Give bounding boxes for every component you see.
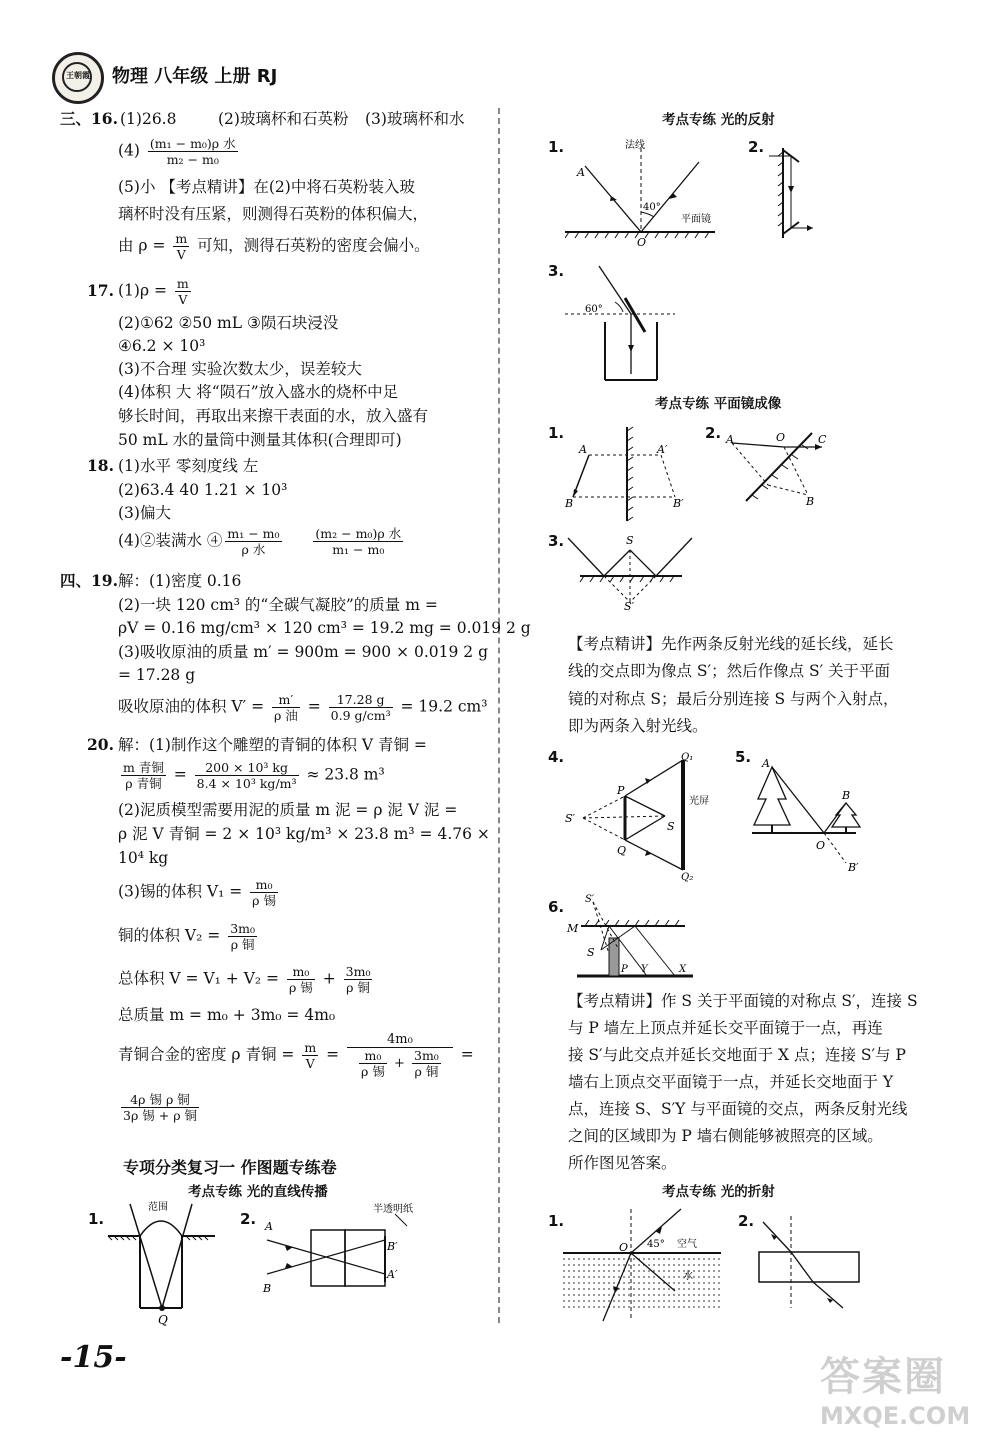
diagram-mirror-3	[560, 530, 700, 610]
q16-part2: (2)玻璃杯和石英粉	[218, 110, 349, 128]
point-a: A	[265, 1220, 273, 1233]
q17-part2: (2)①62 ②50 mL ③陨石块浸没	[118, 314, 339, 332]
point-x: X	[679, 964, 687, 975]
point-m: M	[567, 922, 579, 935]
q20-part1-formula: $\frac{\text{m 青铜}}{\text{ρ 青铜}}$ = $\frac{\text{200 × 10³ kg}}{\text{8.4 × 10³ kg/m³}}$ ≈ 23.8 m³	[123, 760, 385, 791]
q19-part3: (3)吸收原油的质量 m′ = 900m = 900 × 0.019 2 g	[118, 643, 489, 661]
translucent-paper-label: 半透明纸	[373, 1204, 413, 1215]
point-a-image: A′	[657, 443, 668, 456]
subsection-reflection: 考点专练 光的反射	[662, 112, 775, 128]
watermark-text: 答案圈	[820, 1354, 946, 1400]
q20-number: 20.	[87, 735, 114, 754]
mirror-q2-number: 2.	[705, 424, 722, 442]
note2-line6: 之间的区域即为 P 墙右侧能够被照亮的区域。	[568, 1127, 883, 1145]
point-o: O	[776, 431, 786, 444]
point-s: S	[626, 534, 634, 547]
note1-line1: 【考点精讲】先作两条反射光线的延长线，延长	[568, 635, 894, 653]
reflection-q3-number: 3.	[548, 262, 565, 280]
note2-line4: 墙右上顶点交平面镜于一点，并延长交地面于 Y	[568, 1073, 894, 1091]
point-y: Y	[641, 964, 648, 975]
point-b-image: B′	[673, 497, 684, 510]
diagram-mirror-1	[565, 425, 705, 525]
mirror-label: 平面镜	[681, 214, 711, 225]
point-a: A	[726, 433, 734, 446]
q17-part4-line3: 50 mL 水的量筒中测量其体积(合理即可)	[118, 431, 402, 449]
q18-part3: (3)偏大	[118, 504, 171, 522]
diagram-mirror-2	[722, 425, 852, 510]
diagram-straight-line-1	[100, 1200, 220, 1330]
screen-label: 光屏	[689, 796, 709, 807]
mirror-q3-number: 3.	[548, 532, 565, 550]
q16-part4: (4) $\frac{\text{(m₁ − m₀)ρ 水}}{\text{m₂ − m₀}}$	[118, 136, 236, 167]
q17-part4: (4)体积 大 将“陨石”放入盛水的烧杯中足	[118, 383, 399, 401]
q18-part4: (4)②装满水 ④ $\frac{\text{m₁ − m₀}}{\text{ρ 水}}$ $\frac{\text{(m₂ − m₀)ρ 水}}{\text{m₁ − m₀}}$	[118, 526, 402, 557]
note1-line2: 线的交点即为像点 S′；然后作像点 S′ 关于平面	[568, 662, 891, 680]
subsection-refraction: 考点专练 光的折射	[662, 1184, 775, 1200]
angle-45: 45°	[647, 1239, 665, 1250]
q17-number: 17.	[87, 281, 114, 300]
section-title: 专项分类复习一 作图题专练卷	[123, 1158, 337, 1177]
air-label: 空气	[677, 1239, 697, 1250]
reflection-q2-number: 2.	[748, 138, 765, 156]
q18-number: 18.	[87, 456, 114, 475]
reflection-q1-number: 1.	[548, 138, 565, 156]
note2-line1: 【考点精讲】作 S 关于平面镜的对称点 S′，连接 S	[568, 992, 918, 1010]
diagram-straight-line-2	[255, 1200, 445, 1300]
point-s: S	[667, 820, 675, 833]
q17-part3: (3)不合理 实验次数太少，误差较大	[118, 360, 362, 378]
q19-number: 四、19.	[60, 571, 118, 590]
q19-part1: 解：(1)密度 0.16	[118, 572, 242, 590]
point-s: S	[587, 946, 595, 959]
diagram-reflection-3	[565, 262, 685, 384]
q20-result: $\frac{\text{4ρ 锡 ρ 铜}}{\text{3ρ 锡 + ρ 铜}}$	[123, 1092, 198, 1123]
q19-part2: (2)一块 120 cm³ 的“全碳气凝胶”的质量 m =	[118, 596, 438, 614]
diagram-refraction-2	[755, 1212, 865, 1312]
header-title: 物理 八年级 上册 RJ	[112, 66, 278, 87]
point-s-image: S′	[565, 812, 576, 825]
note1-line3: 镜的对称点 S；最后分别连接 S 与两个入射点，	[568, 690, 899, 708]
q20-part3-total-mass: 总质量 m = m₀ + 3m₀ = 4m₀	[118, 1006, 336, 1024]
note2-line7: 所作图见答案。	[568, 1154, 677, 1172]
subsection-straight-line: 考点专练 光的直线传播	[188, 1184, 328, 1200]
diagram-refraction-1	[563, 1205, 723, 1325]
subsection-plane-mirror: 考点专练 平面镜成像	[655, 396, 782, 412]
q16-part3: (3)玻璃杯和水	[365, 110, 465, 128]
point-b: B	[565, 497, 574, 510]
logo-text: 王朝霞	[66, 70, 90, 80]
q20-part2: (2)泥质模型需要用泥的质量 m 泥 = ρ 泥 V 泥 =	[118, 801, 458, 819]
point-o: O	[637, 236, 647, 249]
angle-label: 40°	[643, 202, 661, 213]
point-o: O	[816, 839, 826, 852]
point-a: A	[762, 757, 770, 770]
watermark-url: MXQE.COM	[820, 1402, 971, 1430]
note1-line4: 即为两条入射光线。	[568, 717, 708, 735]
point-q: Q	[617, 844, 627, 857]
straight-line-q1-number: 1.	[88, 1210, 105, 1228]
point-b: B	[263, 1282, 272, 1295]
q16-number: 三、16.	[60, 109, 118, 128]
point-s-image: S′	[585, 894, 595, 905]
point-q2: Q₂	[681, 872, 694, 883]
refraction-q1-number: 1.	[548, 1212, 565, 1230]
q20-part3-tin: (3)锡的体积 V₁ = $\frac{\text{m₀}}{\text{ρ 锡}}$	[118, 877, 276, 908]
point-o: O	[619, 1241, 629, 1254]
point-b-image: B′	[848, 861, 859, 874]
point-s-image: S′	[624, 600, 635, 610]
q20-part2-line2: ρ 泥 V 青铜 = 2 × 10³ kg/m³ × 23.8 m³ = 4.76 ×	[118, 825, 490, 843]
normal-line-label: 法线	[625, 140, 645, 151]
diagram-reflection-2	[765, 138, 825, 248]
q18-part1: (1)水平 零刻度线 左	[118, 457, 259, 475]
diagram-mirror-6	[565, 892, 700, 984]
watermark	[820, 1345, 990, 1430]
q16-part5-line2: 璃杯时没有压紧，则测得石英粉的体积偏大，	[118, 205, 429, 223]
q19-part3-line2: = 17.28 g	[118, 666, 196, 684]
mirror-q4-number: 4.	[548, 748, 565, 766]
q16-part1: (1)26.8	[120, 110, 177, 128]
q20-part3-density: 青铜合金的密度 ρ 青铜 = $\frac{m}{V}$ = 4m₀ $\frac{\text{m₀}}{\text{ρ 锡}}$ + $\frac{\text{3m₀}}{\text{ρ 铜}}$ =	[118, 1032, 474, 1079]
q19-part3-volume: 吸收原油的体积 V′ = $\frac{m'}{\text{ρ 油}}$ = $\frac{17.28 g}{\text{0.9 g/cm³}}$ = 19.2 cm³	[118, 692, 488, 723]
q17-part4-line2: 够长时间，再取出来擦干表面的水，放入盛有	[118, 407, 429, 425]
page-number: -15-	[60, 1340, 127, 1375]
q17-part1: (1)ρ = $\frac{m}{V}$	[118, 276, 189, 307]
note2-line5: 点，连接 S、S′Y 与平面镜的交点，两条反射光线	[568, 1100, 908, 1118]
point-p: P	[621, 964, 628, 975]
note2-line3: 接 S′与此交点并延长交地面于 X 点；连接 S′与 P	[568, 1046, 906, 1064]
water-label: 水	[683, 1271, 693, 1282]
q20-part1: 解：(1)制作这个雕塑的青铜的体积 V 青铜 =	[118, 736, 427, 754]
q16-part5-line3: 由 ρ = $\frac{m}{V}$ 可知，测得石英粉的密度会偏小。	[118, 231, 430, 262]
range-label: 范围	[148, 1202, 168, 1213]
diagram-mirror-5	[752, 755, 882, 875]
column-divider	[498, 108, 500, 1323]
q20-part3-total-volume: 总体积 V = V₁ + V₂ = $\frac{\text{m₀}}{\text{ρ 锡}}$ + $\frac{\text{3m₀}}{\text{ρ 铜}}$	[118, 964, 371, 995]
point-q1: Q₁	[681, 752, 694, 763]
point-p: P	[617, 784, 625, 797]
straight-line-q2-number: 2.	[240, 1210, 257, 1228]
q16-part5: (5)小 【考点精讲】在(2)中将石英粉装入玻	[118, 178, 415, 196]
note2-line2: 与 P 墙左上顶点并延长交平面镜于一点，再连	[568, 1019, 883, 1037]
q20-part3-copper: 铜的体积 V₂ = $\frac{\text{3m₀}}{\text{ρ 铜}}$	[118, 921, 256, 952]
point-a: A	[579, 443, 587, 456]
diagram-reflection-1	[565, 138, 725, 250]
point-b-image: B′	[387, 1240, 398, 1253]
logo	[52, 52, 104, 104]
q18-part2: (2)63.4 40 1.21 × 10³	[118, 481, 288, 499]
diagram-mirror-4	[565, 750, 715, 885]
angle-label-60: 60°	[585, 304, 603, 315]
point-b: B	[842, 789, 851, 802]
point-q-label: Q	[158, 1313, 168, 1327]
point-c: C	[818, 433, 827, 446]
mirror-q6-number: 6.	[548, 898, 565, 916]
mirror-q5-number: 5.	[735, 748, 752, 766]
point-a-image: A′	[387, 1268, 398, 1281]
q17-part2b: ④6.2 × 10³	[118, 337, 206, 355]
refraction-q2-number: 2.	[738, 1212, 755, 1230]
q19-part2-line2: ρV = 0.16 mg/cm³ × 120 cm³ = 19.2 mg = 0.019 2 g	[118, 619, 531, 637]
point-b: B	[806, 495, 815, 508]
mirror-q1-number: 1.	[548, 424, 565, 442]
point-a: A	[577, 166, 585, 179]
q20-part2-line3: 10⁴ kg	[118, 849, 169, 867]
